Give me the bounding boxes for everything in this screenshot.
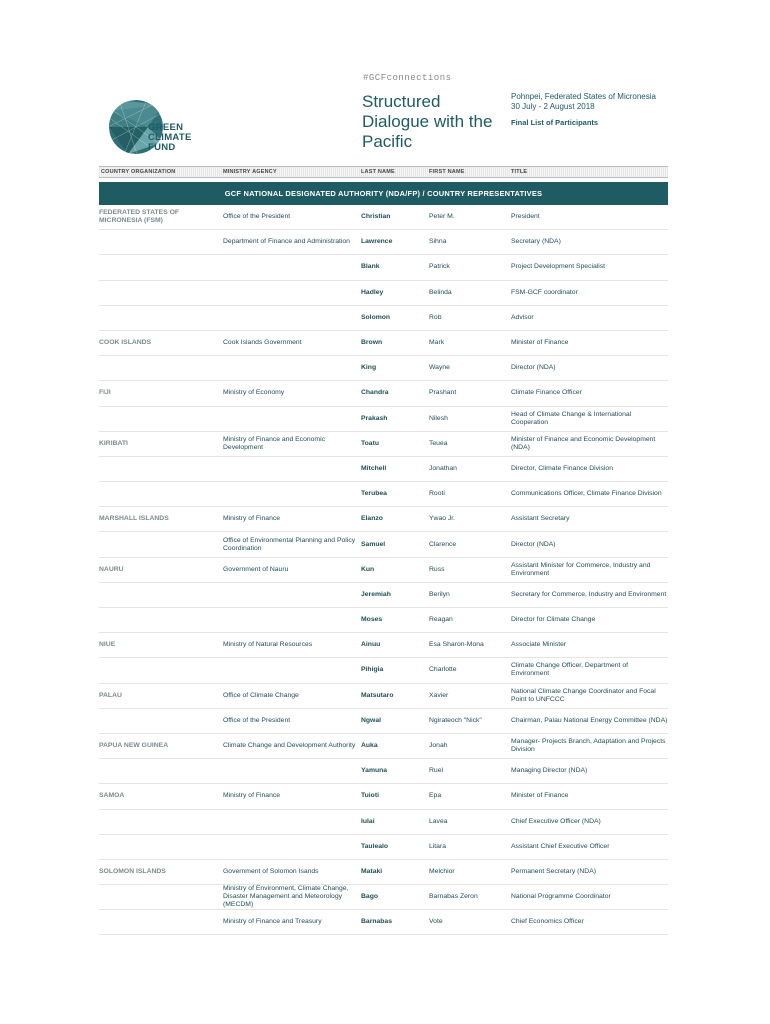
table-row	[99, 759, 668, 784]
cell-ministry: Office of the President	[223, 716, 291, 724]
cell-ministry: Office of Environmental Planning and Policy Coordination	[223, 536, 356, 552]
table-row	[99, 633, 668, 658]
cell-first-name: Ngirateoch "Nick"	[429, 716, 482, 724]
cell-last-name: Samuel	[361, 540, 386, 548]
cell-first-name: Epa	[429, 792, 442, 800]
cell-last-name: Christian	[361, 213, 391, 221]
cell-last-name: Matsutaro	[361, 691, 394, 699]
cell-last-name: Ngwal	[361, 716, 382, 724]
cell-first-name: Litara	[429, 842, 447, 850]
cell-first-name: Melchior	[429, 867, 455, 875]
column-header-title: TITLE	[511, 169, 528, 175]
cell-ministry: Ministry of Environment, Climate Change, Disaster Management and Meteorology (MECDM)	[223, 885, 349, 909]
cell-country: KIRIBATI	[99, 439, 128, 447]
cell-title: Minister of Finance	[511, 792, 569, 800]
cell-title: Assistant Secretary	[511, 515, 570, 523]
cell-first-name: Nilesh	[429, 414, 448, 422]
cell-title: Assistant Minister for Commerce, Industry and Environment	[511, 561, 651, 577]
cell-last-name: Pihigia	[361, 666, 384, 674]
cell-ministry: Ministry of Finance and Treasury	[223, 918, 322, 926]
table-row	[99, 457, 668, 482]
cell-title: Secretary (NDA)	[511, 238, 561, 246]
cell-country: FIJI	[99, 389, 111, 397]
table-row	[99, 281, 668, 306]
table-row	[99, 734, 668, 759]
column-header-first-name: FIRST NAME	[429, 169, 465, 175]
cell-last-name: Mitchell	[361, 464, 387, 472]
cell-title: Secretary for Commerce, Industry and Environment	[511, 590, 667, 598]
table-row	[99, 532, 668, 557]
cell-first-name: Ywao Jr.	[429, 515, 456, 523]
table-row	[99, 205, 668, 230]
hashtag: #GCFconnections	[363, 73, 452, 83]
cell-first-name: Vote	[429, 918, 443, 926]
column-header-ministry: MINISTRY AGENCY	[223, 169, 277, 175]
cell-last-name: Toatu	[361, 439, 379, 447]
cell-ministry: Government of Solomon Isands	[223, 867, 319, 875]
table-row	[99, 835, 668, 860]
cell-ministry: Government of Nauru	[223, 565, 289, 573]
table-row	[99, 784, 668, 809]
section-header: GCF NATIONAL DESIGNATED AUTHORITY (NDA/FP) / COUNTRY REPRESENTATIVES	[99, 182, 668, 205]
table-row	[99, 255, 668, 280]
cell-title: Chairman, Palau National Energy Committee (NDA)	[511, 716, 668, 724]
cell-last-name: Terubea	[361, 490, 387, 498]
cell-ministry: Office of Climate Change	[223, 691, 299, 699]
cell-country: PALAU	[99, 691, 122, 699]
cell-last-name: Elanzo	[361, 515, 383, 523]
cell-title: FSM-GCF coordinator	[511, 288, 578, 296]
document-title: Structured Dialogue with the Pacific	[362, 92, 493, 151]
cell-ministry: Ministry of Finance	[223, 515, 281, 523]
cell-title: Climate Finance Officer	[511, 389, 582, 397]
cell-title: Manager- Projects Branch, Adaptation and Projects Division	[511, 738, 666, 754]
cell-first-name: Jonathan	[429, 464, 457, 472]
cell-last-name: Yamuna	[361, 767, 388, 775]
cell-title: Permanent Secretary (NDA)	[511, 867, 596, 875]
cell-first-name: Barnabas Zeron	[429, 893, 478, 901]
cell-first-name: Mark	[429, 339, 445, 347]
cell-first-name: Prashant	[429, 389, 457, 397]
cell-first-name: Sihna	[429, 238, 447, 246]
participants-table	[99, 205, 668, 935]
cell-title: National Climate Change Coordinator and Focal Point to UNFCCC	[511, 687, 656, 703]
cell-country: COOK ISLANDS	[99, 339, 152, 347]
cell-title: Minister of Finance and Economic Development (NDA)	[511, 435, 656, 451]
cell-first-name: Wayne	[429, 364, 450, 372]
cell-first-name: Lavea	[429, 817, 448, 825]
cell-first-name: Rooti	[429, 490, 445, 498]
cell-country: PAPUA NEW GUINEA	[99, 742, 169, 750]
cell-first-name: Esa Sharon-Mona	[429, 641, 484, 649]
cell-first-name: Jonah	[429, 742, 448, 750]
cell-country: FEDERATED STATES OF MICRONESIA (FSM)	[99, 209, 180, 225]
cell-first-name: Rob	[429, 313, 442, 321]
cell-last-name: Iulai	[361, 817, 375, 825]
cell-ministry: Climate Change and Development Authority	[223, 742, 356, 750]
logo-wordmark: GREEN CLIMATE FUND	[148, 122, 192, 153]
cell-last-name: Bago	[361, 893, 378, 901]
table-row	[99, 558, 668, 583]
cell-first-name: Russ	[429, 565, 445, 573]
table-row	[99, 230, 668, 255]
cell-country: MARSHALL ISLANDS	[99, 515, 169, 523]
cell-title: Associate Minister	[511, 641, 567, 649]
cell-ministry: Department of Finance and Administration	[223, 238, 350, 246]
cell-title: Director for Climate Change	[511, 616, 596, 624]
cell-title: Chief Economics Officer	[511, 918, 584, 926]
cell-first-name: Charlotte	[429, 666, 457, 674]
cell-last-name: Blank	[361, 263, 380, 271]
cell-last-name: Auka	[361, 742, 378, 750]
cell-last-name: Solomon	[361, 313, 391, 321]
table-row	[99, 331, 668, 356]
cell-title: Minister of Finance	[511, 339, 569, 347]
cell-country: SOLOMON ISLANDS	[99, 867, 166, 875]
cell-title: National Programme Coordinator	[511, 893, 611, 901]
cell-country: SAMOA	[99, 792, 125, 800]
table-row	[99, 407, 668, 432]
table-row	[99, 684, 668, 709]
table-row	[99, 885, 668, 910]
cell-last-name: Chandra	[361, 389, 389, 397]
table-row	[99, 306, 668, 331]
table-row	[99, 658, 668, 683]
cell-first-name: Teuea	[429, 439, 448, 447]
table-row	[99, 860, 668, 885]
cell-title: Advisor	[511, 313, 534, 321]
cell-first-name: Xavier	[429, 691, 449, 699]
cell-ministry: Ministry of Economy	[223, 389, 285, 397]
cell-last-name: Taulealo	[361, 842, 389, 850]
cell-last-name: King	[361, 364, 377, 372]
table-row	[99, 432, 668, 457]
cell-first-name: Berilyn	[429, 590, 450, 598]
cell-first-name: Reagan	[429, 616, 453, 624]
cell-ministry: Cook Islands Government	[223, 339, 302, 347]
cell-last-name: Prakash	[361, 414, 388, 422]
table-row	[99, 356, 668, 381]
cell-ministry: Ministry of Finance	[223, 792, 281, 800]
cell-title: Director (NDA)	[511, 540, 556, 548]
table-row	[99, 810, 668, 835]
table-row	[99, 507, 668, 532]
cell-last-name: Jeremiah	[361, 590, 391, 598]
cell-country: NIUE	[99, 641, 116, 649]
cell-title: Project Development Specialist	[511, 263, 606, 271]
cell-last-name: Moses	[361, 616, 383, 624]
cell-title: Director (NDA)	[511, 364, 556, 372]
table-row	[99, 608, 668, 633]
cell-title: Chief Executive Officer (NDA)	[511, 817, 601, 825]
list-title: Final List of Participants	[511, 118, 599, 127]
cell-title: Climate Change Officer, Department of Environment	[511, 662, 628, 678]
cell-title: Director, Climate Finance Division	[511, 464, 613, 472]
cell-last-name: Brown	[361, 339, 383, 347]
table-row	[99, 709, 668, 734]
table-column-headers	[99, 166, 668, 178]
table-row	[99, 910, 668, 935]
cell-last-name: Mataki	[361, 867, 383, 875]
cell-last-name: Tuioti	[361, 792, 379, 800]
cell-last-name: Lawrence	[361, 238, 393, 246]
cell-ministry: Ministry of Finance and Economic Development	[223, 435, 325, 451]
cell-last-name: Barnabas	[361, 918, 392, 926]
cell-title: Head of Climate Change & International Cooperation	[511, 410, 632, 426]
cell-title: Managing Director (NDA)	[511, 767, 588, 775]
table-row	[99, 482, 668, 507]
cell-first-name: Patrick	[429, 263, 450, 271]
cell-ministry: Office of the President	[223, 213, 291, 221]
cell-last-name: Ainuu	[361, 641, 381, 649]
cell-first-name: Belinda	[429, 288, 452, 296]
cell-ministry: Ministry of Natural Resources	[223, 641, 313, 649]
column-header-last-name: LAST NAME	[361, 169, 395, 175]
cell-last-name: Kun	[361, 565, 375, 573]
cell-first-name: Ruel	[429, 767, 443, 775]
cell-first-name: Clarence	[429, 540, 457, 548]
table-row	[99, 381, 668, 406]
cell-title: Communications Officer, Climate Finance Division	[511, 490, 662, 498]
column-header-country: COUNTRY ORGANIZATION	[101, 169, 176, 175]
event-location: Pohnpei, Federated States of Micronesia 30 July - 2 August 2018	[511, 92, 656, 111]
cell-first-name: Peter M.	[429, 213, 455, 221]
table-row	[99, 583, 668, 608]
cell-country: NAURU	[99, 565, 124, 573]
cell-title: President	[511, 213, 540, 221]
cell-title: Assistant Chief Executive Officer	[511, 842, 610, 850]
cell-last-name: Hadley	[361, 288, 384, 296]
